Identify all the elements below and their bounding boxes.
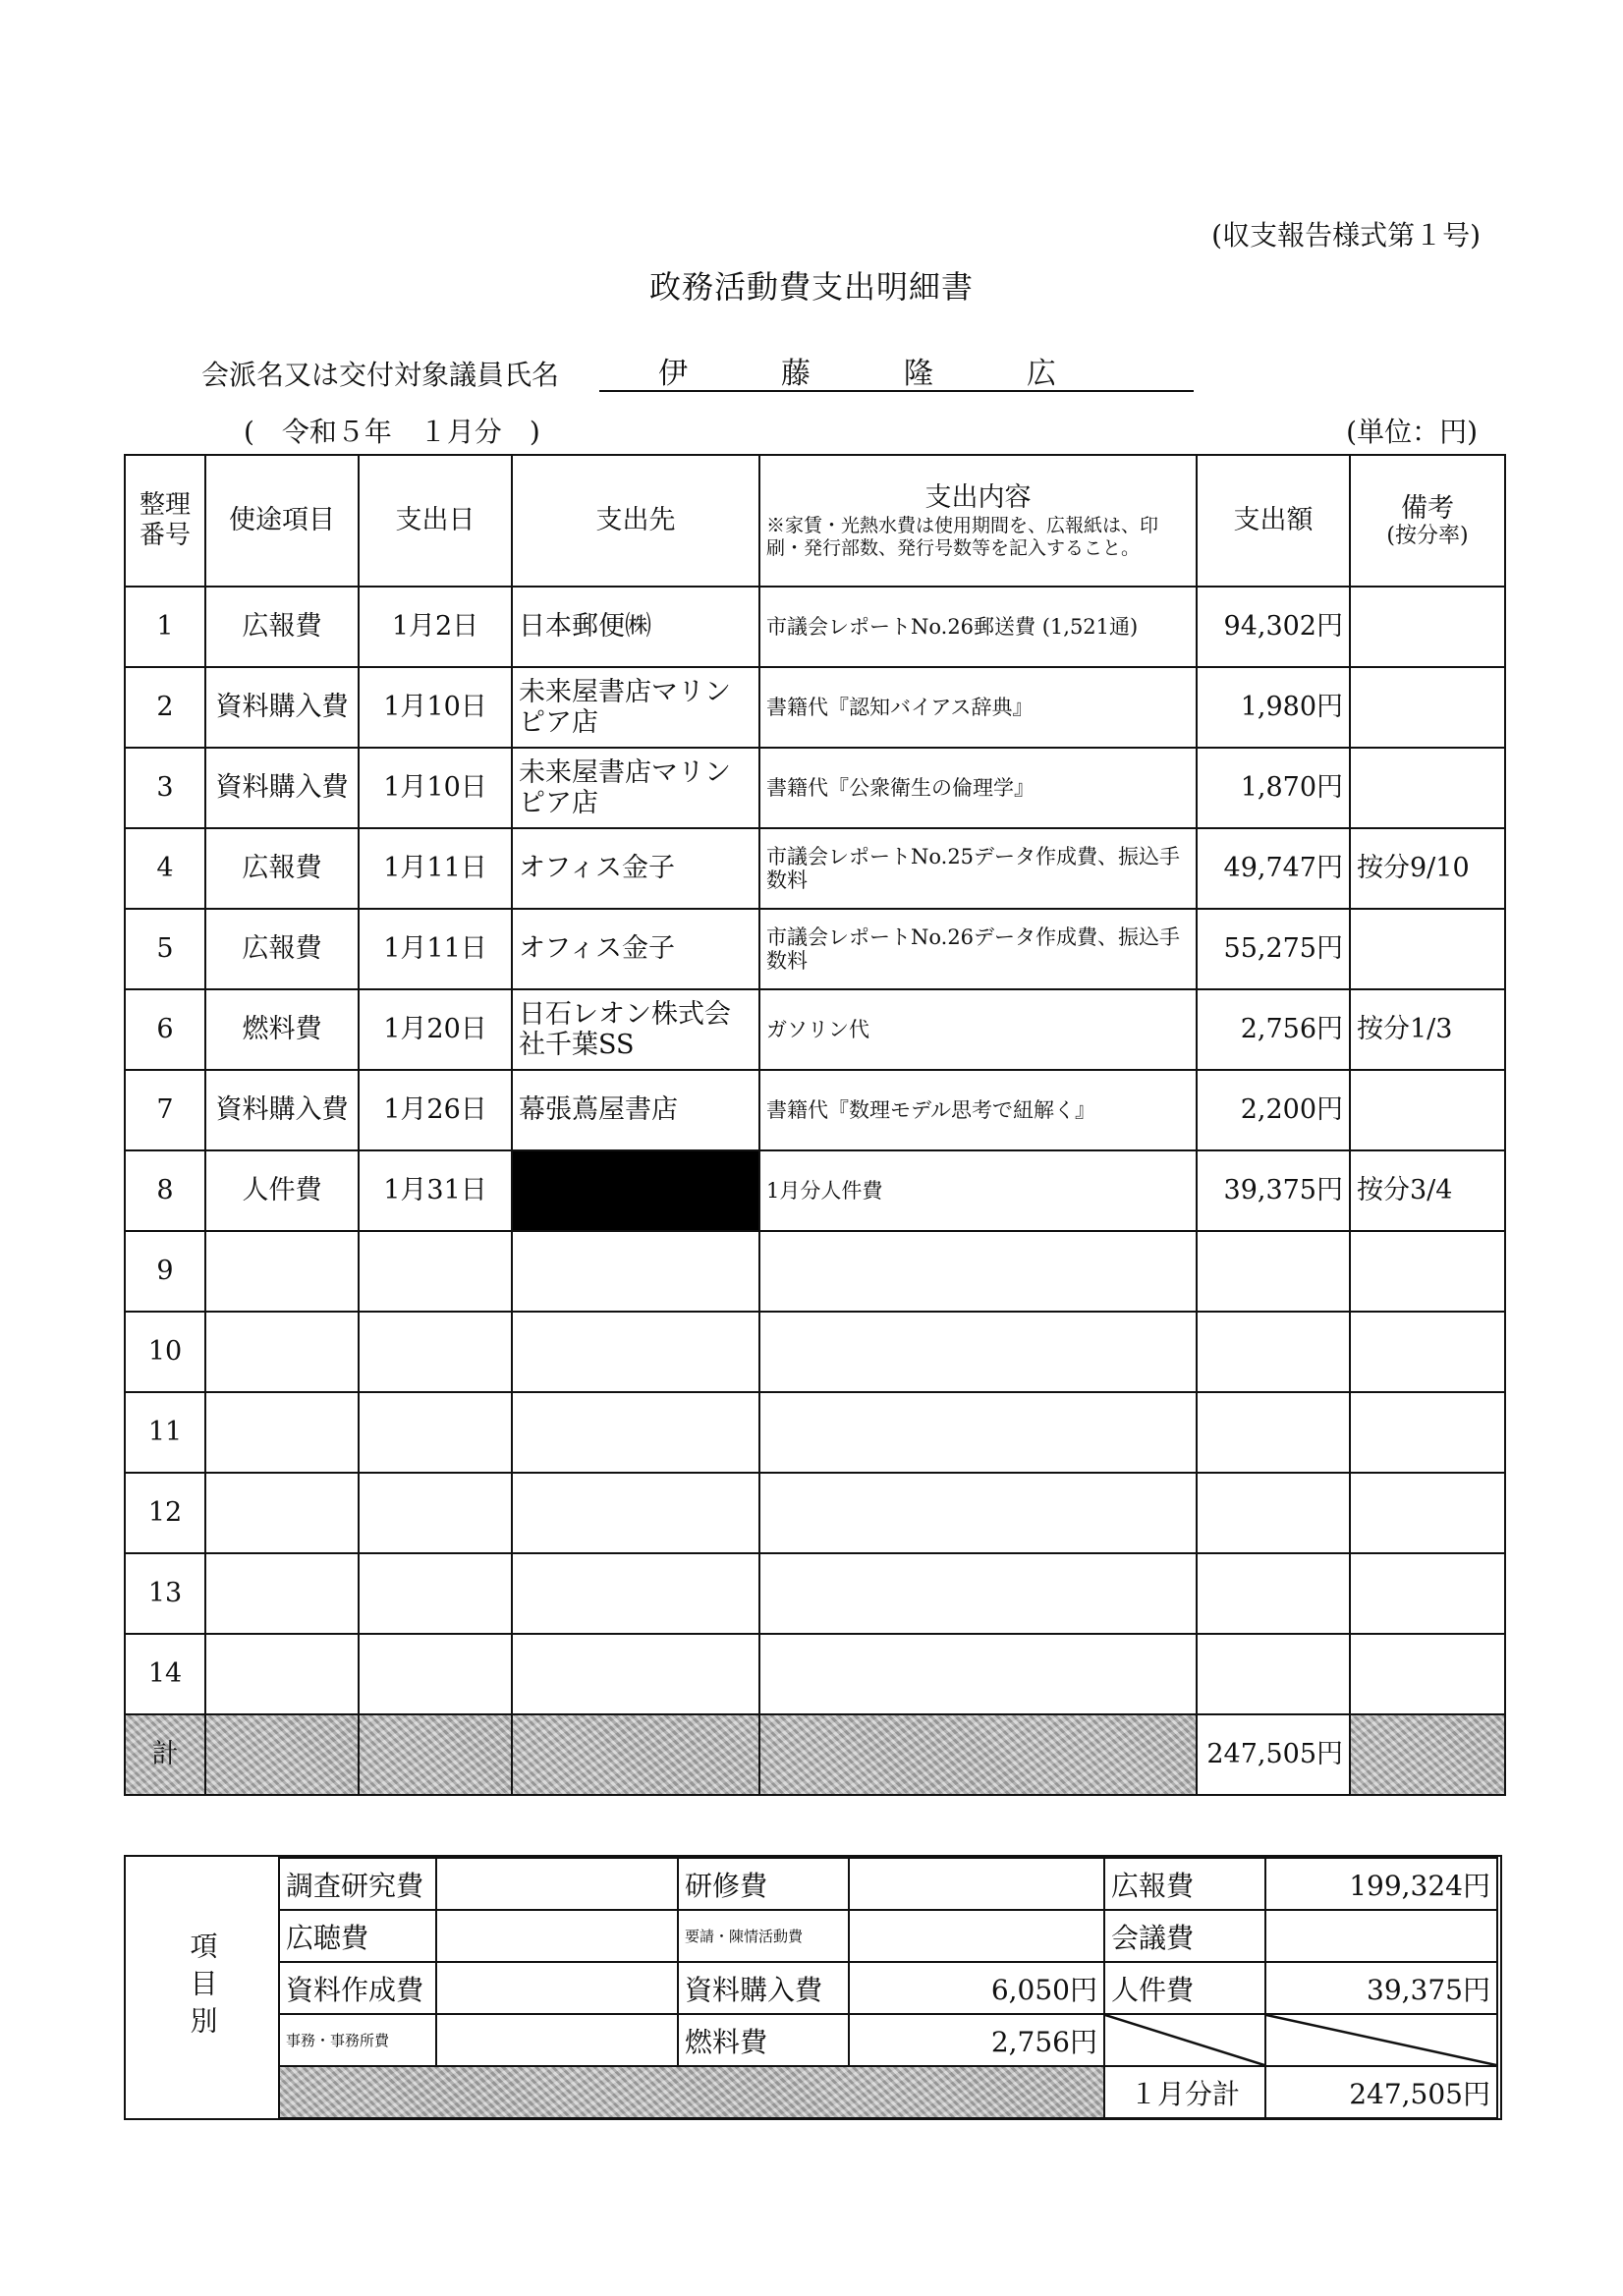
row-content [759, 1473, 1197, 1553]
col-remarks [1350, 455, 1505, 587]
table-row [125, 667, 1505, 748]
row-amount [1197, 1312, 1350, 1392]
row-date: 1月20日 [359, 989, 512, 1070]
period: ( 令和５年 １月分 ) [244, 416, 540, 448]
table-row [125, 989, 1505, 1070]
expense-table [124, 454, 1506, 1796]
row-purpose: 資料購入費 [205, 667, 359, 748]
row-content [759, 1392, 1197, 1473]
row-amount: 2,756円 [1197, 989, 1350, 1070]
row-date: 1月10日 [359, 748, 512, 828]
row-no: 1 [125, 587, 205, 667]
table-row [125, 909, 1505, 989]
row-amount [1197, 1473, 1350, 1553]
row-content: ガソリン代 [759, 989, 1197, 1070]
total-shaded-cell [759, 1714, 1197, 1795]
summary-label: 項目別 [186, 1932, 219, 2044]
row-payee: 未来屋書店マリンピア店 [512, 667, 759, 748]
row-payee [512, 1473, 759, 1553]
document-title: 政務活動費支出明細書 [648, 268, 974, 306]
row-content: 書籍代『数理モデル思考で紐解く』 [759, 1070, 1197, 1150]
row-amount: 49,747円 [1197, 828, 1350, 909]
row-remarks [1350, 1312, 1505, 1392]
table-row [125, 1070, 1505, 1150]
diagonal-empty-cell [1104, 2014, 1265, 2066]
diagonal-empty-cell [1265, 2014, 1497, 2066]
row-amount: 2,200円 [1197, 1070, 1350, 1150]
table-row [125, 1312, 1505, 1392]
row-content [759, 1312, 1197, 1392]
summary-by-category [124, 1855, 1502, 2120]
row-remarks [1350, 1070, 1505, 1150]
total-shaded-cell [205, 1714, 359, 1795]
shiryo-konyu-label: 資料購入費 [678, 1962, 849, 2014]
row-purpose [205, 1392, 359, 1473]
kaigi-label: 会議費 [1104, 1910, 1265, 1962]
row-purpose: 広報費 [205, 587, 359, 667]
row-remarks [1350, 587, 1505, 667]
row-amount: 1,870円 [1197, 748, 1350, 828]
total-shaded-cell [512, 1714, 759, 1795]
row-payee: 未来屋書店マリンピア店 [512, 748, 759, 828]
nenryo-value: 2,756円 [849, 2014, 1104, 2066]
row-date: 1月10日 [359, 667, 512, 748]
row-remarks: 按分3/4 [1350, 1150, 1505, 1231]
row-remarks [1350, 667, 1505, 748]
row-amount: 39,375円 [1197, 1150, 1350, 1231]
row-remarks [1350, 1634, 1505, 1714]
row-date [359, 1392, 512, 1473]
row-content: 書籍代『認知バイアス辞典』 [759, 667, 1197, 748]
koho-value: 199,324円 [1265, 1858, 1497, 1910]
chosa-value [436, 1858, 678, 1910]
row-content [759, 1231, 1197, 1312]
row-no: 10 [125, 1312, 205, 1392]
kaigi-value [1265, 1910, 1497, 1962]
shiryo-konyu-value: 6,050円 [849, 1962, 1104, 2014]
row-payee [512, 1312, 759, 1392]
row-no: 7 [125, 1070, 205, 1150]
row-date [359, 1553, 512, 1634]
row-no: 9 [125, 1231, 205, 1312]
row-remarks [1350, 748, 1505, 828]
kenshu-value [849, 1858, 1104, 1910]
table-row [125, 1473, 1505, 1553]
row-content: 市議会レポートNo.25データ作成費、振込手数料 [759, 828, 1197, 909]
jinken-value: 39,375円 [1265, 1962, 1497, 2014]
row-purpose [205, 1312, 359, 1392]
row-content: 市議会レポートNo.26郵送費 (1,521通) [759, 587, 1197, 667]
row-no: 12 [125, 1473, 205, 1553]
shiryo-sakusei-label: 資料作成費 [279, 1962, 436, 2014]
table-row [125, 1553, 1505, 1634]
row-date: 1月11日 [359, 828, 512, 909]
row-purpose [205, 1473, 359, 1553]
table-row [125, 1392, 1505, 1473]
row-no: 8 [125, 1150, 205, 1231]
col-purpose: 使途項目 [205, 455, 359, 587]
kenshu-label: 研修費 [678, 1858, 849, 1910]
row-date: 1月31日 [359, 1150, 512, 1231]
row-purpose: 資料購入費 [205, 748, 359, 828]
row-purpose: 広報費 [205, 828, 359, 909]
row-amount [1197, 1231, 1350, 1312]
jimu-label: 事務・事務所費 [279, 2014, 436, 2066]
row-date [359, 1634, 512, 1714]
row-amount [1197, 1634, 1350, 1714]
row-payee: 日石レオン株式会社千葉SS [512, 989, 759, 1070]
kocho-label: 広聴費 [279, 1910, 436, 1962]
form-number: (収支報告様式第１号) [1211, 219, 1481, 252]
summary-shaded-cell [279, 2066, 1104, 2118]
row-payee-redacted [512, 1150, 759, 1231]
col-date: 支出日 [359, 455, 512, 587]
row-remarks [1350, 909, 1505, 989]
row-date [359, 1312, 512, 1392]
row-payee: オフィス金子 [512, 828, 759, 909]
col-content-title: 支出内容 [924, 481, 1032, 513]
nenryo-label: 燃料費 [678, 2014, 849, 2066]
summary-label-cell [126, 1857, 278, 2118]
row-content [759, 1634, 1197, 1714]
row-payee [512, 1392, 759, 1473]
row-content: 1月分人件費 [759, 1150, 1197, 1231]
koho-label: 広報費 [1104, 1858, 1265, 1910]
row-remarks [1350, 1231, 1505, 1312]
row-remarks [1350, 1553, 1505, 1634]
row-amount: 55,275円 [1197, 909, 1350, 989]
row-amount [1197, 1392, 1350, 1473]
name-value: 伊藤隆広 [599, 349, 1194, 392]
row-purpose: 広報費 [205, 909, 359, 989]
row-purpose [205, 1553, 359, 1634]
shiryo-sakusei-value [436, 1962, 678, 2014]
row-date: 1月26日 [359, 1070, 512, 1150]
total-amount: 247,505円 [1197, 1714, 1350, 1795]
table-row [125, 1634, 1505, 1714]
row-date: 1月11日 [359, 909, 512, 989]
row-no: 11 [125, 1392, 205, 1473]
row-payee [512, 1634, 759, 1714]
chosa-label: 調査研究費 [279, 1858, 436, 1910]
row-purpose: 燃料費 [205, 989, 359, 1070]
total-label: 計 [125, 1714, 205, 1795]
col-content-note: ※家賃・光熱水費は使用期間を、広報紙は、印刷・発行部数、発行号数等を記入すること。 [766, 514, 1159, 559]
row-no: 6 [125, 989, 205, 1070]
row-no: 14 [125, 1634, 205, 1714]
total-shaded-cell [1350, 1714, 1505, 1795]
row-no: 3 [125, 748, 205, 828]
row-no: 5 [125, 909, 205, 989]
row-content: 書籍代『公衆衛生の倫理学』 [759, 748, 1197, 828]
summary-table [278, 1857, 1498, 2119]
table-row [125, 1231, 1505, 1312]
row-content: 市議会レポートNo.26データ作成費、振込手数料 [759, 909, 1197, 989]
row-remarks [1350, 1473, 1505, 1553]
col-payee: 支出先 [512, 455, 759, 587]
row-purpose: 人件費 [205, 1150, 359, 1231]
row-date [359, 1231, 512, 1312]
row-no: 13 [125, 1553, 205, 1634]
table-row [125, 1150, 1505, 1231]
row-remarks: 按分9/10 [1350, 828, 1505, 909]
row-purpose [205, 1634, 359, 1714]
table-row [125, 748, 1505, 828]
col-content [759, 455, 1197, 587]
total-shaded-cell [359, 1714, 512, 1795]
col-remarks-title: 備考 [1401, 492, 1454, 524]
row-amount: 94,302円 [1197, 587, 1350, 667]
row-content [759, 1553, 1197, 1634]
row-amount [1197, 1553, 1350, 1634]
row-no: 2 [125, 667, 205, 748]
col-amount: 支出額 [1197, 455, 1350, 587]
yosei-label: 要請・陳情活動費 [678, 1910, 849, 1962]
col-no: 整理番号 [125, 455, 205, 587]
row-remarks [1350, 1392, 1505, 1473]
row-date [359, 1473, 512, 1553]
row-date: 1月2日 [359, 587, 512, 667]
table-row [125, 587, 1505, 667]
row-payee: オフィス金子 [512, 909, 759, 989]
jimu-value [436, 2014, 678, 2066]
row-purpose: 資料購入費 [205, 1070, 359, 1150]
name-label: 会派名又は交付対象議員氏名 [201, 359, 560, 391]
unit-label: (単位：円) [1346, 416, 1478, 448]
jinken-label: 人件費 [1104, 1962, 1265, 2014]
row-amount: 1,980円 [1197, 667, 1350, 748]
row-payee [512, 1231, 759, 1312]
yosei-value [849, 1910, 1104, 1962]
row-no: 4 [125, 828, 205, 909]
row-payee: 日本郵便㈱ [512, 587, 759, 667]
row-payee: 幕張蔦屋書店 [512, 1070, 759, 1150]
row-purpose [205, 1231, 359, 1312]
col-remarks-sub: (按分率) [1386, 523, 1469, 548]
table-row [125, 828, 1505, 909]
month-total-value: 247,505円 [1265, 2066, 1497, 2118]
kocho-value [436, 1910, 678, 1962]
month-total-label: １月分計 [1104, 2066, 1265, 2118]
row-payee [512, 1553, 759, 1634]
row-remarks: 按分1/3 [1350, 989, 1505, 1070]
